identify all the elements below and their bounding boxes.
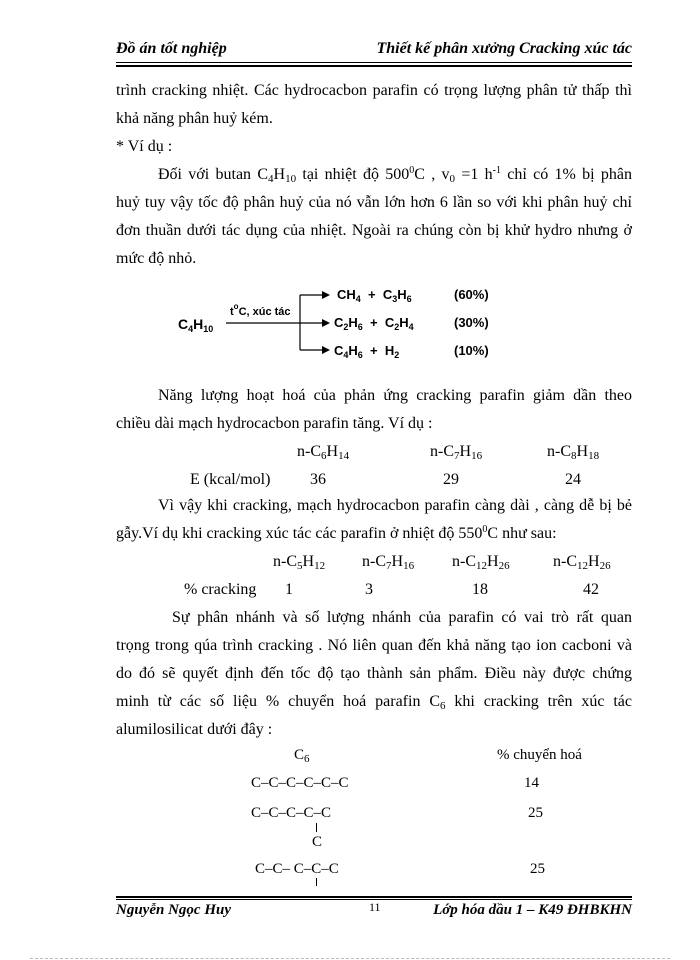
branching-row-1-value: 14 bbox=[524, 775, 539, 791]
cracking-value-3: 18 bbox=[472, 581, 488, 598]
footer-rule-thick bbox=[116, 896, 632, 898]
reaction-product-3-percent: (10%) bbox=[454, 343, 489, 358]
header-right: Thiết kế phân xưởng Cracking xúc tác bbox=[376, 40, 632, 57]
reaction-condition: $t^oC$, xúc tác bbox=[230, 302, 291, 318]
branching-row-2-bond bbox=[316, 823, 317, 832]
footer-class: Lớp hóa dầu 1 – K49 ĐHBKHN bbox=[433, 902, 632, 918]
cracking-col-4-head: $n-C_{12}H_{26}$ bbox=[553, 553, 611, 572]
paragraph-3-line-1: Năng lượng hoạt hoá của phản ứng cracking parafin giảm dần theo bbox=[158, 387, 632, 404]
paragraph-5-line-2: trọng trong qúa trình cracking . Nó liên quan đến khả năng tạo ion cacboni và bbox=[116, 637, 632, 654]
paragraph-2-line-4: mức độ nhỏ. bbox=[116, 250, 197, 267]
paragraph-5-line-3: do đó sẽ quyết định đến tốc độ tạo thành sản phẩm. Điều này được chứng bbox=[116, 665, 632, 682]
cracking-value-4: 42 bbox=[583, 581, 599, 598]
branching-row-2-branch: C bbox=[312, 834, 323, 850]
reaction-reactant: $C_4H_{10}$ bbox=[178, 316, 214, 334]
branching-head-right: % chuyển hoá bbox=[497, 747, 582, 763]
cracking-value-1: 1 bbox=[285, 581, 293, 598]
branching-row-3-chain: C–C– C–C–C bbox=[255, 861, 339, 877]
paragraph-1-line-2: khả năng phân huỷ kém. bbox=[116, 110, 273, 127]
paragraph-5-line-5: alumilosilicat dưới đây : bbox=[116, 721, 273, 738]
paragraph-4-line-1: Vì vậy khi cracking, mạch hydrocacbon parafin càng dài , càng dễ bị bẻ bbox=[158, 497, 632, 514]
paragraph-3-line-2: chiều dài mạch hydrocacbon parafin tăng. Ví dụ : bbox=[116, 415, 433, 432]
branching-row-3-value: 25 bbox=[530, 861, 545, 877]
cracking-col-3-head: $n-C_{12}H_{26}$ bbox=[452, 553, 510, 572]
header-left: Đồ án tốt nghiệp bbox=[116, 40, 227, 57]
energy-col-2-head: $n-C_7H_{16}$ bbox=[430, 443, 483, 462]
energy-col-3-head: $n-C_8H_{18}$ bbox=[547, 443, 600, 462]
energy-value-2: 29 bbox=[443, 471, 459, 488]
energy-value-3: 24 bbox=[565, 471, 581, 488]
branching-row-3-bond bbox=[316, 878, 317, 886]
branching-row-2-chain: C–C–C–C–C bbox=[251, 805, 332, 821]
energy-value-1: 36 bbox=[310, 471, 326, 488]
paragraph-4-line-2: gẫy.Ví dụ khi cracking xúc tác các parafin ở nhiệt độ $550^0C$ như sau: bbox=[116, 524, 557, 542]
cracking-col-2-head: $n-C_7H_{16}$ bbox=[362, 553, 415, 572]
page-footer bbox=[116, 902, 632, 922]
reaction-product-1: $CH_4 + C_3H_6$ bbox=[337, 287, 412, 304]
reaction-product-2-percent: (30%) bbox=[454, 315, 489, 330]
footer-page-number: 11 bbox=[369, 900, 381, 914]
reaction-product-3: $C_4H_6 + H_2$ bbox=[334, 343, 400, 360]
footer-author: Nguyễn Ngọc Huy bbox=[116, 902, 231, 918]
page-boundary-line bbox=[30, 958, 670, 959]
branching-head-left: $C_6$ bbox=[294, 747, 310, 765]
paragraph-2-line-1: Đối với butan $C_4H_{10}$ tại nhiệt độ $500^0C$ , $v_0 =1$ $h^{-1}$ chỉ có 1% bị phân bbox=[158, 165, 632, 185]
energy-row-label: E (kcal/mol) bbox=[190, 471, 271, 488]
cracking-value-2: 3 bbox=[365, 581, 373, 598]
cracking-row-label: % cracking bbox=[184, 581, 257, 598]
paragraph-5-line-1: Sự phân nhánh và số lượng nhánh của parafin có vai trò rất quan bbox=[172, 609, 632, 626]
branching-row-2-value: 25 bbox=[528, 805, 543, 821]
branching-row-1-chain: C–C–C–C–C–C bbox=[251, 775, 349, 791]
paragraph-5-line-4: minh từ các số liệu % chuyển hoá parafin $C_6$ khi cracking trên xúc tác bbox=[116, 693, 633, 712]
cracking-col-1-head: $n-C_5H_{12}$ bbox=[273, 553, 326, 572]
example-label: * Ví dụ : bbox=[116, 138, 173, 155]
paragraph-2-line-2: huỷ tuy vậy tốc độ phân huỷ của nó vẫn lớn hơn 6 lần so với khi phân huỷ chỉ bbox=[116, 194, 632, 211]
paragraph-2-line-3: đơn thuần dưới tác dụng của nhiệt. Ngoài ra chúng còn bị khử hydro nhưng ở bbox=[116, 222, 632, 239]
paragraph-1-line-1: trình cracking nhiệt. Các hydrocacbon parafin có trọng lượng phân tử thấp thì bbox=[116, 82, 632, 99]
reaction-product-2: $C_2H_6 + C_2H_4$ bbox=[334, 315, 414, 332]
reaction-product-1-percent: (60%) bbox=[454, 287, 489, 302]
energy-col-1-head: $n-C_6H_{14}$ bbox=[297, 443, 350, 462]
